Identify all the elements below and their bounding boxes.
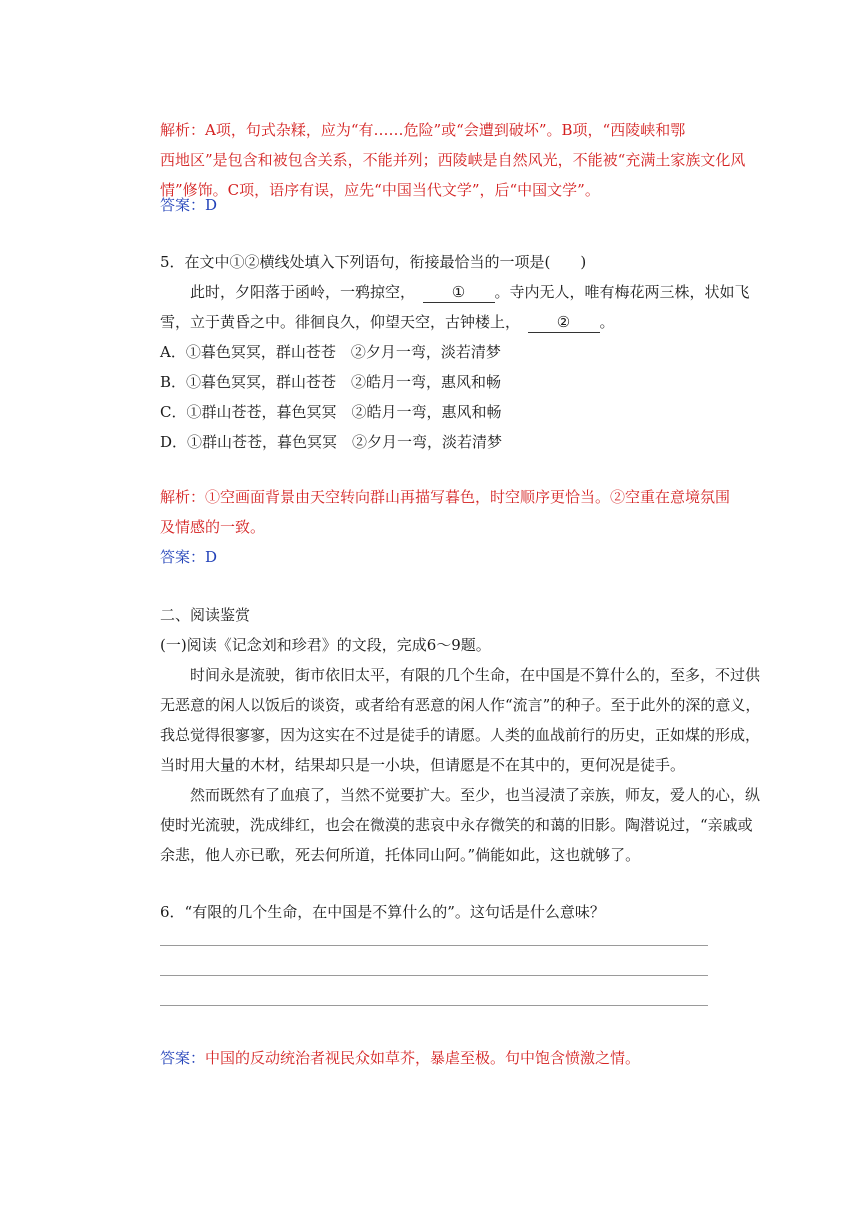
option-c: C．①群山苍苍，暮色冥冥 ②皓月一弯，惠风和畅 xyxy=(160,403,502,421)
q6-answer xyxy=(160,1043,708,1073)
analysis-text-line: 情”修饰。C项，语序有误，应先“中国当代文学”，后“中国文学”。 xyxy=(160,181,600,199)
analysis-text-line: 西地区”是包含和被包含关系，不能并列；西陵峡是自然风光，不能被“充满土家族文化风 xyxy=(160,151,746,169)
question-5 xyxy=(160,247,750,457)
passage-line: 然而既然有了血痕了，当然不觉要扩大。至少，也当浸渍了亲族，师友，爱人的心，纵 xyxy=(190,786,761,804)
answer-line xyxy=(160,975,708,976)
passage-text: 雪，立于黄昏之中。徘徊良久，仰望天空，古钟楼上， xyxy=(160,313,513,331)
section-intro: (一)阅读《记念刘和珍君》的文段，完成6～9题。 xyxy=(160,636,491,654)
passage-line: 无恶意的闲人以饭后的谈资，或者给有恶意的闲人作“流言”的种子。至于此外的深的意义， xyxy=(160,696,761,714)
question-stem: 6．“有限的几个生命，在中国是不算什么的”。这句话是什么意味？ xyxy=(160,903,605,921)
blank-1: ① xyxy=(423,282,495,303)
q4-answer xyxy=(160,190,708,220)
answer-label: 答案： xyxy=(160,196,206,214)
answer-value: D xyxy=(205,196,218,214)
passage-line: 余悲，他人亦已歌，死去何所道，托体同山阿。”倘能如此，这也就够了。 xyxy=(160,846,641,864)
answer-label: 答案： xyxy=(160,1049,206,1067)
passage-line: 当时用大量的木材，结果却只是一小块，但请愿是不在其中的，更何况是徒手。 xyxy=(160,756,686,774)
analysis-label: 解析： xyxy=(160,488,206,506)
question-stem: 5．在文中①②横线处填入下列语句，衔接最恰当的一项是( ) xyxy=(160,253,587,271)
question-6 xyxy=(160,897,708,927)
answer-value: D xyxy=(205,548,218,566)
passage-text: 。 xyxy=(599,313,615,331)
analysis-label: 解析： xyxy=(160,121,206,139)
passage-line: 使时光流驶，洗成绯红，也会在微漠的悲哀中永存微笑的和蔼的旧影。陶潜说过，“亲戚或 xyxy=(160,816,753,834)
answer-line xyxy=(160,945,708,946)
passage-line: 时间永是流驶，街市依旧太平，有限的几个生命，在中国是不算什么的，至多，不过供 xyxy=(190,666,761,684)
section-reading xyxy=(160,600,761,870)
q5-analysis xyxy=(160,482,731,542)
q5-answer xyxy=(160,542,708,572)
passage-text: 。寺内无人，唯有梅花两三株，状如飞 xyxy=(494,283,750,301)
answer-value: 中国的反动统治者视民众如草芥，暴虐至极。句中饱含愤激之情。 xyxy=(205,1049,641,1067)
analysis-text-line: 及情感的一致。 xyxy=(160,518,266,536)
answer-label: 答案： xyxy=(160,548,206,566)
passage-line: 我总觉得很寥寥，因为这实在不过是徒手的请愿。人类的血战前行的历史，正如煤的形成， xyxy=(160,726,761,744)
passage-text: 此时，夕阳落于函岭，一鸦掠空， xyxy=(190,283,408,301)
answer-line xyxy=(160,1005,708,1006)
passage-line xyxy=(160,307,708,337)
analysis-text-line: ①空画面背景由天空转向群山再描写暮色，时空顺序更恰当。②空重在意境氛围 xyxy=(205,488,731,506)
passage-line xyxy=(160,277,750,307)
option-d: D．①群山苍苍，暮色冥冥 ②夕月一弯，淡若清梦 xyxy=(160,433,503,451)
section-heading: 二、阅读鉴赏 xyxy=(160,606,251,624)
option-a: A．①暮色冥冥，群山苍苍 ②夕月一弯，淡若清梦 xyxy=(160,343,501,361)
blank-2: ② xyxy=(528,312,600,333)
option-b: B．①暮色冥冥，群山苍苍 ②皓月一弯，惠风和畅 xyxy=(160,373,502,391)
analysis-text-line: A项，句式杂糅，应为“有……危险”或“会遭到破坏”。B项，“西陵峡和鄂 xyxy=(205,121,686,139)
